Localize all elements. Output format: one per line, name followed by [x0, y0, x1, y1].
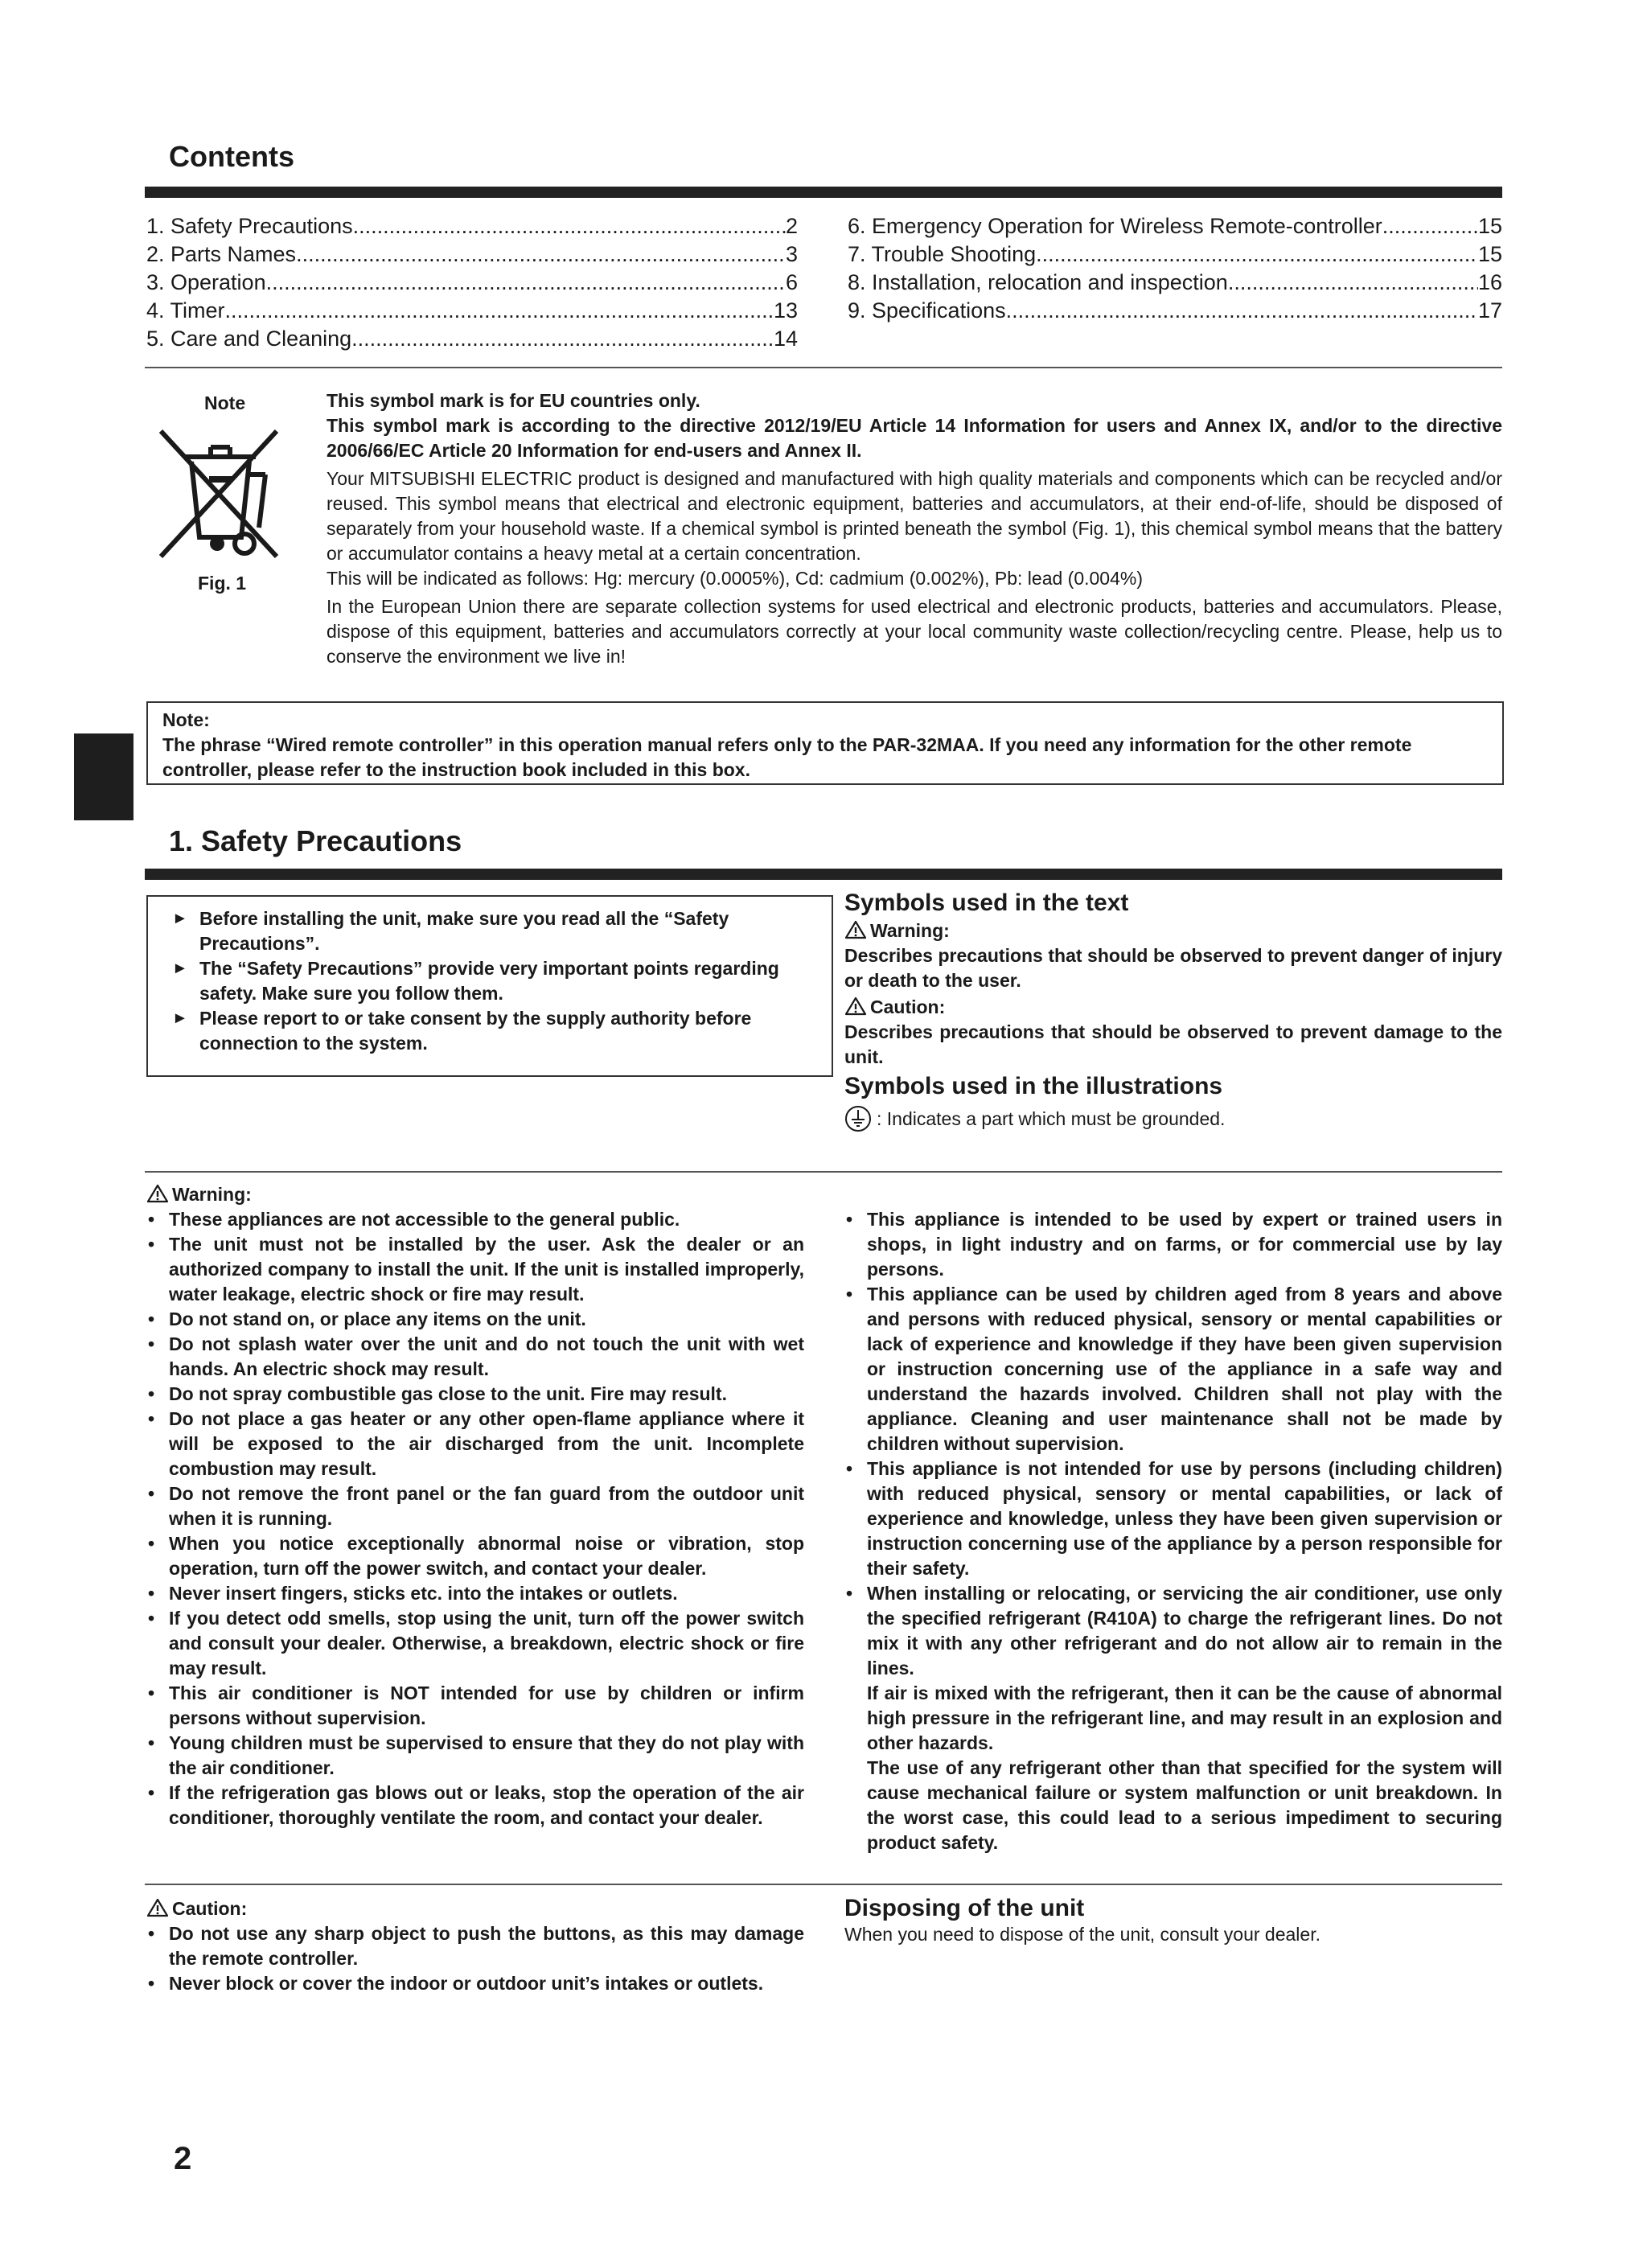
- side-tab: [74, 733, 133, 820]
- toc-label: 8. Installation, relocation and inspection: [848, 270, 1228, 294]
- ground-row: [844, 1105, 1502, 1132]
- toc-page: 17: [1477, 298, 1502, 323]
- toc-page: 15: [1477, 242, 1502, 266]
- caution-icon: [844, 996, 867, 1016]
- toc-label: 2. Parts Names: [146, 242, 297, 266]
- note-box: [146, 701, 1504, 785]
- warning-item: • When you notice exceptionally abnormal noise or vibration, stop operation, turn off the power switch, and contact your dealer.: [146, 1531, 804, 1581]
- refrigerant-p3: The use of any refrigerant other than that specified for the system will cause mechanical failure or system malfunction or unit breakdown. In the worst case, this could lead to a serious impediment to securing product safety.: [867, 1757, 1502, 1853]
- warning-icon: [146, 1184, 169, 1203]
- contents-rule: [145, 187, 1502, 198]
- toc-label: 3. Operation: [146, 270, 266, 294]
- cautions-left: [146, 1896, 804, 1996]
- toc-entry[interactable]: [848, 240, 1502, 269]
- refrigerant-p2: If air is mixed with the refrigerant, then it can be the cause of abnormal high pressure in the refrigerant line, and may result in an explosion and other hazards.: [867, 1683, 1502, 1753]
- weee-para1: Your MITSUBISHI ELECTRIC product is designed and manufactured with high quality materials and components which can be recycled and/or reused. This symbol means that electrical and electronic equipment, batteries and accumulators, at their end-of-life, should be disposed of separately from your household waste. If a chemical symbol is printed beneath the symbol (Fig. 1), this chemical symbol means that the battery or accumulator contains a heavy metal at a certain concentration.: [327, 468, 1502, 564]
- symbols-section: [844, 890, 1502, 1132]
- toc-entry[interactable]: [146, 269, 798, 297]
- warning-item: • This air conditioner is NOT intended for use by children or infirm persons without supervision.: [146, 1681, 804, 1731]
- warning-item: • The unit must not be installed by the user. Ask the dealer or an authorized company to install the unit. If the unit is installed improperly, water leakage, electric shock or fire may result.: [146, 1232, 804, 1307]
- toc-label: 1. Safety Precautions: [146, 214, 353, 238]
- warning-item: • Never insert fingers, sticks etc. into the intakes or outlets.: [146, 1581, 804, 1606]
- toc-page: 6: [785, 270, 798, 294]
- safety-title: 1. Safety Precautions: [169, 824, 462, 857]
- toc-page: 2: [785, 214, 798, 238]
- note-label: Note: [204, 392, 246, 413]
- toc-page: 14: [773, 327, 798, 351]
- symbols-illus-title: Symbols used in the illustrations: [844, 1073, 1223, 1099]
- toc-entry[interactable]: [848, 269, 1502, 297]
- toc-right: [848, 212, 1502, 325]
- warning-item: • Do not splash water over the unit and do not touch the unit with wet hands. An electric shock may result.: [146, 1332, 804, 1382]
- toc-entry[interactable]: [146, 212, 798, 240]
- toc-page: 3: [785, 242, 798, 266]
- intro-item: ► Before installing the unit, make sure you read all the “Safety Precautions”.: [172, 906, 814, 956]
- warning-item: • If the refrigeration gas blows out or leaks, stop the operation of the air conditioner, thoroughly ventilate the room, and contact your dealer.: [146, 1781, 804, 1830]
- caution-desc: Describes precautions that should be observed to prevent damage to the unit.: [844, 1021, 1502, 1067]
- cautions-heading: [146, 1896, 804, 1921]
- safety-rule: [145, 869, 1502, 880]
- caution-icon: [146, 1898, 169, 1917]
- toc-page: 13: [773, 298, 798, 323]
- symbols-text-title: Symbols used in the text: [844, 890, 1129, 916]
- toc-label: 6. Emergency Operation for Wireless Remote-controller: [848, 214, 1382, 238]
- refrigerant-item: • When installing or relocating, or servicing the air conditioner, use only the specified refrigerant (R410A) to charge the refrigerant lines. Do not mix it with any other refrigerant and do not allow air to remain in the lines.: [867, 1583, 1502, 1678]
- toc-entry[interactable]: [146, 240, 798, 269]
- toc-entry[interactable]: [146, 297, 798, 325]
- warning-item: • Young children must be supervised to ensure that they do not play with the air conditioner.: [146, 1731, 804, 1781]
- caution-item: • Do not use any sharp object to push the buttons, as this may damage the remote controller.: [146, 1921, 804, 1971]
- weee-para3: In the European Union there are separate collection systems for used electrical and electronic products, batteries and accumulators. Please, dispose of this equipment, batteries and accumulators correctly at your local community waste collection/recycling centre. Please, help us to conserve the environment we live in!: [327, 596, 1502, 667]
- toc-label: 7. Trouble Shooting: [848, 242, 1037, 266]
- intro-list: [172, 906, 814, 1056]
- cautions-heading-text: Caution:: [172, 1898, 248, 1919]
- caution-label: [844, 995, 1502, 1020]
- ground-desc: : Indicates a part which must be grounded.: [877, 1108, 1226, 1129]
- warnings-right-list: [844, 1207, 1502, 1855]
- intro-box: [146, 895, 833, 1077]
- warning-item: • Do not place a gas heater or any other open-flame appliance where it will be exposed to the air discharged from the unit. Incomplete combustion may result.: [146, 1407, 804, 1481]
- intro-item: ► Please report to or take consent by the supply authority before connection to the system.: [172, 1006, 814, 1056]
- disposing-text: When you need to dispose of the unit, consult your dealer.: [844, 1924, 1320, 1945]
- ground-icon: [844, 1105, 872, 1132]
- toc-page: 16: [1477, 270, 1502, 294]
- fig-label: Fig. 1: [198, 573, 247, 594]
- warnings-heading-text: Warning:: [172, 1184, 252, 1205]
- note-box-text: The phrase “Wired remote controller” in this operation manual refers only to the PAR-32MAA. If you need any information for the other remote controller, please refer to the instruction book included in this box.: [162, 734, 1412, 780]
- warning-label-text: Warning:: [870, 920, 950, 941]
- note-box-label: Note:: [162, 709, 210, 730]
- warning-item: • These appliances are not accessible to the general public.: [146, 1207, 804, 1232]
- weee-line2: This symbol mark is according to the directive 2012/19/EU Article 14 Information for users and Annex IX, and/or to the directive 2006/66/EC Article 20 Information for end-users and Annex II.: [327, 415, 1502, 461]
- warning-item: • This appliance is intended to be used by expert or trained users in shops, in light industry and on farms, or for commercial use by lay persons.: [844, 1207, 1502, 1282]
- warning-item: • Do not spray combustible gas close to the unit. Fire may result.: [146, 1382, 804, 1407]
- warning-item: [844, 1581, 1502, 1855]
- toc-entry[interactable]: [848, 297, 1502, 325]
- caution-label-text: Caution:: [870, 996, 946, 1017]
- warning-icon: [844, 920, 867, 939]
- warnings-left: [146, 1182, 804, 1830]
- toc-entry[interactable]: [146, 325, 798, 353]
- warnings-heading: [146, 1182, 804, 1207]
- warning-item: • If you detect odd smells, stop using the unit, turn off the power switch and consult your dealer. Otherwise, a breakdown, electric shock or fire may result.: [146, 1606, 804, 1681]
- caution-top-rule: [145, 1884, 1502, 1885]
- warning-item: • Do not stand on, or place any items on the unit.: [146, 1307, 804, 1332]
- toc-left: [146, 212, 798, 353]
- toc-label: 9. Specifications: [848, 298, 1006, 323]
- toc-entry[interactable]: [848, 212, 1502, 240]
- warnings-right: [844, 1207, 1502, 1855]
- toc-page: 15: [1477, 214, 1502, 238]
- weee-para2: This will be indicated as follows: Hg: mercury (0.0005%), Cd: cadmium (0.002%), Pb: lead (0.004%): [327, 568, 1143, 589]
- toc-label: 5. Care and Cleaning: [146, 327, 352, 351]
- page-number: 2: [174, 2141, 192, 2176]
- contents-bottom-rule: [145, 367, 1502, 368]
- cautions-list: [146, 1921, 804, 1996]
- toc-label: 4. Timer: [146, 298, 225, 323]
- crossed-bin-icon: [154, 425, 283, 569]
- warning-label: [844, 918, 1502, 943]
- warning-item: • This appliance is not intended for use by persons (including children) with reduced physical, sensory or mental capabilities, or lack of experience and knowledge, unless they have been given supervision or instruction concerning use of the appliance by a person responsible for their safety.: [844, 1457, 1502, 1581]
- warning-desc: Describes precautions that should be observed to prevent danger of injury or death to the user.: [844, 945, 1502, 991]
- caution-item: • Never block or cover the indoor or outdoor unit’s intakes or outlets.: [146, 1971, 804, 1996]
- warnings-left-list: [146, 1207, 804, 1830]
- intro-item: ► The “Safety Precautions” provide very important points regarding safety. Make sure you follow them.: [172, 956, 814, 1006]
- warning-item: • This appliance can be used by children aged from 8 years and above and persons with reduced physical, sensory or mental capabilities or lack of experience and knowledge if they have been given supervision or instruction concerning use of the appliance in a safe way and understand the hazards involved. Children shall not play with the appliance. Cleaning and user maintenance shall not be made by children without supervision.: [844, 1282, 1502, 1457]
- warning-item: • Do not remove the front panel or the fan guard from the outdoor unit when it is running.: [146, 1481, 804, 1531]
- disposing-title: Disposing of the unit: [844, 1895, 1085, 1921]
- contents-title: Contents: [169, 140, 294, 173]
- weee-text: [327, 388, 1502, 669]
- weee-line1: This symbol mark is for EU countries only.: [327, 390, 700, 411]
- disposing-section: [844, 1895, 1502, 1947]
- warnings-top-rule: [145, 1171, 1502, 1173]
